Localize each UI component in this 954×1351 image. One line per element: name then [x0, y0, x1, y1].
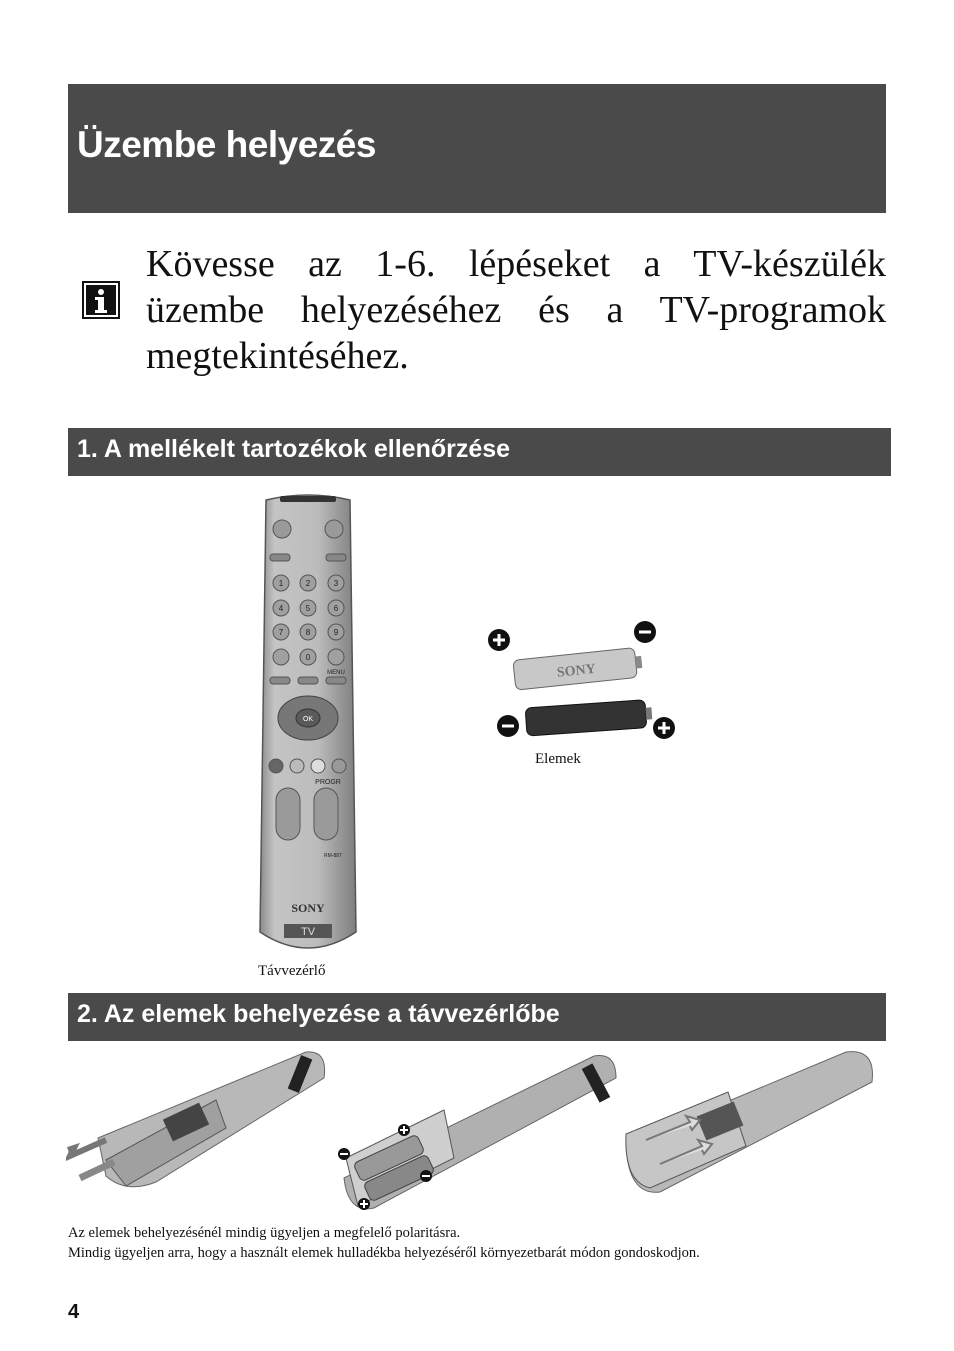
remote-brand: SONY	[291, 901, 325, 915]
remote-digit-8: 8	[305, 628, 311, 637]
minus-icon	[634, 621, 656, 643]
title-bar	[68, 84, 886, 213]
remote-control-image	[256, 492, 360, 958]
remote-model: RM-887	[324, 853, 342, 859]
note-polarity: Az elemek behelyezésénél mindig ügyeljen a megfelelő polaritásra.	[68, 1225, 461, 1241]
remote-menu-label: MENU	[327, 670, 345, 676]
section-1-bar	[68, 428, 891, 476]
step-open-cover-image	[66, 1048, 328, 1193]
battery-notes	[68, 1223, 700, 1263]
remote-caption: Távvezérlő	[258, 963, 326, 979]
section-2-bar	[68, 993, 886, 1041]
info-icon	[82, 281, 120, 319]
plus-icon	[398, 1124, 410, 1136]
section-1-title: 1. A mellékelt tartozékok ellenőrzése	[77, 435, 511, 463]
batteries-image	[486, 618, 680, 746]
minus-icon	[338, 1148, 350, 1160]
intro-text: Kövesse az 1-6. lépéseket a TV-készülék üzembe helyezéséhez és a TV-programok megtekintéséhez.	[146, 243, 886, 377]
page-number: 4	[68, 1301, 80, 1323]
step-insert-batteries-image	[334, 1048, 620, 1213]
remote-digit-3: 3	[333, 579, 339, 588]
remote-digit-9: 9	[333, 628, 339, 637]
remote-digit-7: 7	[278, 628, 284, 637]
remote-progr-label: PROGR	[315, 779, 341, 786]
batteries-caption: Elemek	[535, 751, 581, 767]
battery-brand: SONY	[556, 661, 597, 681]
remote-digit-2: 2	[305, 579, 311, 588]
plus-icon	[358, 1198, 370, 1210]
step-close-cover-image	[620, 1048, 878, 1196]
remote-digit-1: 1	[278, 579, 284, 588]
remote-ok-label: OK	[302, 716, 314, 723]
remote-digit-6: 6	[333, 604, 339, 613]
page-title: Üzembe helyezés	[77, 124, 376, 165]
note-disposal: Mindig ügyeljen arra, hogy a használt elemek hulladékba helyezéséről környezetbarát módon gondoskodjon.	[68, 1245, 700, 1261]
minus-icon	[420, 1170, 432, 1182]
section-2-title: 2. Az elemek behelyezése a távvezérlőbe	[77, 1000, 560, 1028]
plus-icon	[653, 717, 675, 739]
remote-digit-4: 4	[278, 604, 284, 613]
remote-digit-5: 5	[305, 604, 311, 613]
minus-icon	[497, 715, 519, 737]
plus-icon	[488, 629, 510, 651]
remote-tv-label: TV	[300, 926, 316, 938]
remote-digit-0: 0	[305, 653, 311, 662]
